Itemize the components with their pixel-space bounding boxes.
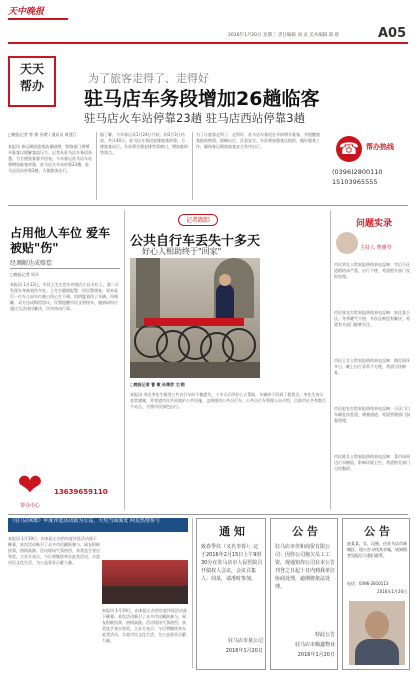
bike-subhead: 好心人相助终于"回家" [142,247,222,256]
col-divider [330,210,331,510]
header-date-line: 2016年1月20日 星期三 责任编辑 刘 灵 美术编辑 邵 蔡 [228,33,340,38]
notice-body: 赵某某，女，汉族，住驻马店市驿城区。现公告寻找其亲属，请知情者见报后与我们联系。 [347,541,407,558]
col-divider [96,132,97,200]
person-head [219,274,231,286]
bike-body: 本报讯 市民李先生使用公共自行车时不慎遗失，十多天后经好心人帮助，车辆终于回到了租赁点。李先生表示非常感谢，并希望市民共同爱护公共设施，文明使用公共自行车。公共自行车管理人员介绍，目前市区共有数百个站点，方便市民绿色出行。 [130,392,326,409]
bottom-headline: 《驻马店K歌》年度评选活动致为公益，大奖当面颁发 网友热情参与 [8,518,188,532]
qa-tag: 问题实录 [356,219,393,229]
bottom-body-left: 本报讯 1月19日，由本报主办的年度评选活动落下帷幕，本次活动吸引了众多市民踊跃参与，网友积极投票，热情高涨。活动现场气氛热烈，获奖选手登台领奖。主办方表示，今后将继续举办此类活动，丰富市民文化生活，为公益事业贡献力量。 [8,536,100,565]
notice-phone: 电话：0396-2810113 [347,581,389,586]
hotline-badge [326,132,410,202]
col-divider [192,518,193,668]
bike-caption: □晚报记者 曹 敏 孙增彦 文/图 [130,382,185,387]
section-divider [8,514,408,515]
section-divider [8,205,408,206]
lead-kicker: 为了旅客走得了、走得好 [88,72,209,85]
section-line1: 天天 [19,62,44,76]
portrait-body [355,639,399,665]
bike-wheel [222,328,256,362]
hotline-phone-1: (0396)2800110 [332,168,383,176]
qa-item: 市民刘女士给本报热线来电反映：雪后小区道路结冰严重，出行不便，希望相关部门及时处理。 [334,262,410,279]
notice-3 [342,518,410,670]
help-center-phone: 13639659110 [54,488,108,496]
lead-subhead: 驻马店火车站停靠23趟 驻马店西站停靠3趟 [84,111,306,125]
bike-photo [130,258,260,378]
host-avatar [336,232,358,254]
ground [130,362,260,378]
bike-headline: 公共自行车丢失十多天 [130,234,261,249]
notice-title: 公 告 [292,525,318,538]
notice-signer: 特此公告 [314,632,335,638]
lead-headline: 驻马店车务段增加26趟临客 [84,88,320,110]
help-center-logo [10,470,50,510]
notice-body: 驻马店市佳和商贸有限公司：因你公司拖欠员工工资，现通知你公司在本公告刊登之日起十日内到我单位协商处理，逾期将依法处理。 [275,544,335,590]
qa-item: 市民陈女士给本报热线来电反映：菜市场周边污水横流，影响环境卫生，希望相关部门尽快整改。 [334,454,410,471]
bike-basket [144,318,244,326]
heart-icon: ❤ [17,468,43,503]
notice-title: 公 告 [364,525,390,538]
qa-item: 市民王女士给本报热线来电反映：路灯损坏多日，晚上出行非常不方便，希望尽快修复。 [334,358,410,375]
portrait-photo [349,601,405,665]
help-center-title: 帮办中心 [19,503,40,509]
lead-byline: □晚报记者 曾 敏 孙增 / 通讯员 耿建江 [8,132,77,137]
bike-tag: 记者跟踪 [178,214,218,226]
audience [102,586,188,604]
masthead-name: 天中晚报 [8,7,45,17]
qa-item: 市民赵先生给本报热线来电反映：小区门口车辆乱停乱放，堵塞通道，希望管理部门加强管理。 [334,406,410,423]
bottom-body-right: 本报讯 1月19日，由本报主办的年度评选活动落下帷幕，本次活动吸引了众多市民踊跃参与，网友积极投票，热情高涨。活动现场气氛热烈，获奖选手登台领奖。主办方表示，今后将继续举办此类活动，丰富市民文化生活，为公益事业贡献力量。 [102,608,187,643]
header-rule [8,42,408,44]
lead-col1: 本报讯 春运期间旅客流量剧增，铁路部门将增开临客以缓解客流压力。记者从驻马店车务段获悉，为方便旅客春节回家，今年春运驻马店车站将增加临客停靠，驻马店火车站停靠23趟，驻马店西站停靠3趟，方便旅客出行。 [8,144,92,173]
lead-col2: 据了解，今年春运从1月24日开始，到3月3日结束，共计40天。驻马店车务段安排临客停靠，方便旅客出行。车站将合理安排售票窗口，增加临时售票点。 [100,132,188,155]
col-divider [124,210,125,510]
phone-icon: ☎ [336,136,362,162]
notice-signer: 驻马店市某公司 [227,638,263,644]
notice-title: 通 知 [219,525,245,538]
notice-org: 驻马店市腾鑫物业 [294,642,335,648]
page-number: A05 [378,26,407,41]
notice-date: 2016年1月20日 [377,589,407,594]
notice-2 [270,518,338,670]
masthead-logo [8,4,44,17]
hotline-phone-2: 15103965555 [332,178,378,186]
portrait-face [365,611,389,639]
right-col [334,214,410,510]
host-label: 主持人 曹雅琴 [360,245,392,251]
left-byline: □晚报记者 周辛 [10,272,40,277]
notice-body: 致春季仪（又名李春）：定于2016年2月15日上午9时30分在驻马店市人民医院召开债权人会议，会议召集人：周某，请准时参加。 [201,544,263,582]
bottom-photo [102,560,188,604]
left-headline: 占用他人车位 爱车被贴"伤" [10,226,111,255]
notice-date: 2016年1月20日 [225,648,263,654]
masthead-underline [8,18,68,20]
left-body: 本报讯 1月12日，市民王先生把车停放在小区车位上，第二天发现车身被划伤多处。王先生随即报警，经民警调查，原来是另一位车主因车位被占用心生不满，用钥匙划伤了车辆。经调解，双方达成赔偿协议。民警提醒市民文明停车，遇到纠纷应通过合法途径解决，切勿冲动行事。 [10,282,119,311]
left-subhead: 经调解达成赔偿 [10,260,53,267]
col-divider [192,132,193,200]
left-divider [10,268,120,269]
hotline-title: 帮办热线 [366,143,394,151]
notice-date: 2016年1月20日 [297,652,335,658]
section-badge [8,56,56,107]
lead-col3: 为了让旅客走得了、走得好，驻马店车务段在节前增开临客，并提醒旅客提前购票，错峰出行，注意安全。车站将加强客运组织，做好服务工作，确保春运期间旅客安全有序出行。 [196,132,320,149]
section-line2: 帮办 [19,79,44,93]
qa-item: 市民张先生给本报热线来电反映：家住某小区，冬季暖气不热，多次反映没有解决，希望有关部门能够关注。 [334,310,410,327]
notice-1 [196,518,266,670]
